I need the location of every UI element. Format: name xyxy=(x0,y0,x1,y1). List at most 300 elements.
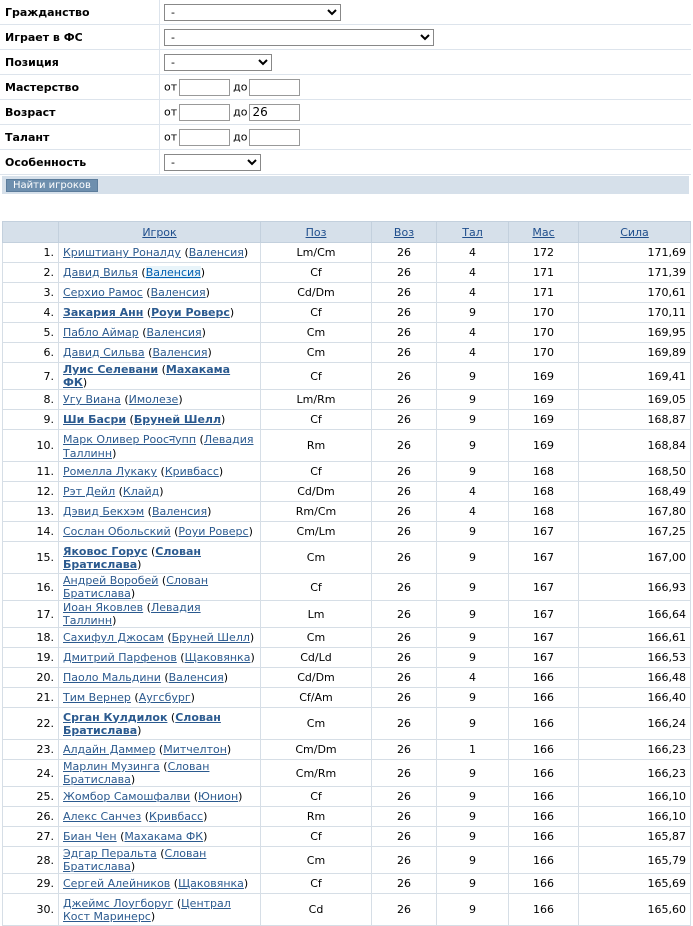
mastery-cell: 166 xyxy=(509,708,579,740)
table-row xyxy=(3,462,691,482)
player-cell: Алдайн Даммер (Митчелтон) xyxy=(59,740,261,760)
sort-power-link[interactable]: Сила xyxy=(620,225,649,239)
row-number: 23. xyxy=(3,740,59,760)
talent-cell: 9 xyxy=(437,390,509,410)
player-link[interactable]: Рэт Дейл xyxy=(63,485,116,498)
header-age[interactable] xyxy=(372,222,437,243)
player-link[interactable]: Джеймс Лоугборуг xyxy=(63,896,174,910)
mastery-cell: 167 xyxy=(509,601,579,628)
talent-cell: 4 xyxy=(437,502,509,522)
row-number: 11. xyxy=(3,462,59,482)
row-number: 10. xyxy=(3,430,59,462)
team-link[interactable]: Левадия Таллинн xyxy=(63,601,201,627)
age-cell: 26 xyxy=(372,303,437,323)
power-cell: 166,64 xyxy=(579,601,691,628)
age-cell: 26 xyxy=(372,827,437,847)
talent-range xyxy=(160,125,692,150)
table-row xyxy=(3,482,691,502)
talent-cell: 9 xyxy=(437,648,509,668)
mastery-cell: 170 xyxy=(509,323,579,343)
talent-to-label: до xyxy=(233,130,248,143)
player-cell: Алекс Санчез (Кривбасс) xyxy=(59,807,261,827)
player-link[interactable]: Ши Басри xyxy=(63,413,127,426)
header-number xyxy=(3,222,59,243)
player-cell: Жомбор Самошфалви (Юнион) xyxy=(59,787,261,807)
talent-cell: 9 xyxy=(437,430,509,462)
power-cell: 167,80 xyxy=(579,502,691,522)
position-cell: Cf xyxy=(261,303,372,323)
find-players-button[interactable]: Найти игроков xyxy=(6,179,98,192)
player-cell: Угу Виана (Имолезе) xyxy=(59,390,261,410)
player-link[interactable]: Андрей Воробей xyxy=(63,574,159,587)
table-row xyxy=(3,874,691,894)
player-link[interactable]: Жомбор Самошфалви xyxy=(63,790,191,803)
talent-cell: 4 xyxy=(437,668,509,688)
player-cell: Дмитрий Парфенов (Щаковянка) xyxy=(59,648,261,668)
table-row xyxy=(3,760,691,787)
table-header xyxy=(3,222,691,243)
table-row xyxy=(3,847,691,874)
age-cell: 26 xyxy=(372,601,437,628)
header-player[interactable] xyxy=(59,222,261,243)
row-number: 2. xyxy=(3,263,59,283)
skill-range xyxy=(160,75,692,100)
age-cell: 26 xyxy=(372,760,437,787)
row-number: 22. xyxy=(3,708,59,740)
power-cell: 166,23 xyxy=(579,740,691,760)
age-to-input[interactable] xyxy=(249,104,300,121)
row-number: 9. xyxy=(3,410,59,430)
table-row xyxy=(3,708,691,740)
power-cell: 169,05 xyxy=(579,390,691,410)
row-number: 3. xyxy=(3,283,59,303)
position-cell: Rm xyxy=(261,807,372,827)
talent-cell: 4 xyxy=(437,343,509,363)
search-bar xyxy=(2,176,689,194)
age-cell: 26 xyxy=(372,410,437,430)
team-link[interactable]: Щаковянка xyxy=(184,651,251,664)
position-cell: Cf xyxy=(261,787,372,807)
talent-cell: 9 xyxy=(437,787,509,807)
mastery-cell: 171 xyxy=(509,283,579,303)
player-cell: Андрей Воробей (Слован Братислава) xyxy=(59,574,261,601)
player-link[interactable]: Паоло Мальдини xyxy=(63,671,161,684)
player-cell: Марлин Музинга (Слован Братислава) xyxy=(59,760,261,787)
row-number: 8. xyxy=(3,390,59,410)
player-link[interactable]: Алекс Санчез xyxy=(63,810,142,823)
team-link[interactable]: Слован Братислава xyxy=(63,574,209,600)
power-cell: 166,61 xyxy=(579,628,691,648)
talent-cell: 1 xyxy=(437,740,509,760)
player-link[interactable]: Луис Селевани xyxy=(63,363,159,376)
mastery-cell: 166 xyxy=(509,760,579,787)
position-cell: Cf xyxy=(261,263,372,283)
power-cell: 170,11 xyxy=(579,303,691,323)
row-number: 24. xyxy=(3,760,59,787)
player-link[interactable]: Криштиану Роналду xyxy=(63,246,181,259)
position-cell: Cd/Dm xyxy=(261,668,372,688)
table-row xyxy=(3,243,691,263)
power-cell: 171,39 xyxy=(579,263,691,283)
power-cell: 168,50 xyxy=(579,462,691,482)
mastery-cell: 167 xyxy=(509,628,579,648)
team-link[interactable]: Слован Братислава xyxy=(63,847,207,873)
table-row xyxy=(3,303,691,323)
player-cell: Сахифул Джосам (Бруней Шелл) xyxy=(59,628,261,648)
row-number: 17. xyxy=(3,601,59,628)
position-label: Позиция xyxy=(0,50,160,75)
age-from-label: от xyxy=(164,105,178,118)
power-cell: 165,79 xyxy=(579,847,691,874)
row-number: 5. xyxy=(3,323,59,343)
talent-cell: 9 xyxy=(437,522,509,542)
player-cell: Яковос Горус (Слован Братислава) xyxy=(59,542,261,574)
feature-select[interactable] xyxy=(164,154,261,171)
row-number: 20. xyxy=(3,668,59,688)
table-row xyxy=(3,894,691,926)
power-cell: 166,23 xyxy=(579,760,691,787)
header-mas[interactable] xyxy=(509,222,579,243)
player-link[interactable]: Сахифул Джосам xyxy=(63,631,164,644)
players-table xyxy=(2,221,691,926)
row-number: 13. xyxy=(3,502,59,522)
talent-cell: 9 xyxy=(437,574,509,601)
power-cell: 166,48 xyxy=(579,668,691,688)
sort-tal-link[interactable]: Тал xyxy=(462,225,483,239)
citizenship-select[interactable] xyxy=(164,4,341,21)
row-number: 1. xyxy=(3,243,59,263)
power-cell: 167,25 xyxy=(579,522,691,542)
power-cell: 166,40 xyxy=(579,688,691,708)
talent-cell: 9 xyxy=(437,363,509,390)
team-link[interactable]: Валенсия xyxy=(152,346,208,359)
mastery-cell: 166 xyxy=(509,827,579,847)
team-link[interactable]: Имолезе xyxy=(128,393,179,406)
team-link[interactable]: Валенсия xyxy=(151,505,208,518)
power-cell: 165,69 xyxy=(579,874,691,894)
mastery-cell: 166 xyxy=(509,740,579,760)
age-from-input[interactable] xyxy=(179,104,230,121)
talent-cell: 9 xyxy=(437,807,509,827)
table-row xyxy=(3,323,691,343)
table-row xyxy=(3,390,691,410)
team-link[interactable]: Валенсия xyxy=(146,326,202,339)
mastery-cell: 168 xyxy=(509,502,579,522)
row-number: 26. xyxy=(3,807,59,827)
table-row xyxy=(3,628,691,648)
talent-cell: 4 xyxy=(437,263,509,283)
search-filters xyxy=(0,0,691,175)
player-cell: Эдгар Перальта (Слован Братислава) xyxy=(59,847,261,874)
age-cell: 26 xyxy=(372,363,437,390)
row-number: 14. xyxy=(3,522,59,542)
team-link[interactable]: Махакама ФК xyxy=(124,830,204,843)
age-cell: 26 xyxy=(372,708,437,740)
talent-from-input[interactable] xyxy=(179,129,230,146)
power-cell: 168,87 xyxy=(579,410,691,430)
age-cell: 26 xyxy=(372,874,437,894)
age-cell: 26 xyxy=(372,343,437,363)
sort-mas-link[interactable]: Мас xyxy=(532,225,555,239)
age-cell: 26 xyxy=(372,243,437,263)
row-number: 25. xyxy=(3,787,59,807)
position-cell: Lm/Rm xyxy=(261,390,372,410)
table-row xyxy=(3,542,691,574)
position-cell: Cm xyxy=(261,708,372,740)
age-cell: 26 xyxy=(372,847,437,874)
age-cell: 26 xyxy=(372,263,437,283)
player-link[interactable]: Марк Оливер Роосनупп xyxy=(63,432,197,446)
player-cell: Рэт Дейл (Клайд) xyxy=(59,482,261,502)
player-cell: Дэвид Бекхэм (Валенсия) xyxy=(59,502,261,522)
position-cell: Lm xyxy=(261,601,372,628)
row-number: 28. xyxy=(3,847,59,874)
row-number: 16. xyxy=(3,574,59,601)
player-link[interactable]: Сергей Алейников xyxy=(63,877,171,890)
row-number: 7. xyxy=(3,363,59,390)
talent-from-label: от xyxy=(164,130,178,143)
age-label: Возраст xyxy=(0,100,160,125)
table-row xyxy=(3,430,691,462)
position-cell: Cf xyxy=(261,462,372,482)
age-cell: 26 xyxy=(372,787,437,807)
plays-in-label: Играет в ФС xyxy=(0,25,160,50)
row-number: 29. xyxy=(3,874,59,894)
age-cell: 26 xyxy=(372,807,437,827)
talent-cell: 4 xyxy=(437,283,509,303)
player-cell: Закария Анн (Роуи Роверс) xyxy=(59,303,261,323)
player-link[interactable]: Дмитрий Парфенов xyxy=(63,651,177,664)
team-link[interactable]: Валенсия xyxy=(168,671,224,684)
table-row xyxy=(3,601,691,628)
skill-label: Мастерство xyxy=(0,75,160,100)
mastery-cell: 166 xyxy=(509,668,579,688)
skill-to-input[interactable] xyxy=(249,79,300,96)
plays-in-select[interactable] xyxy=(164,29,434,46)
position-cell: Cm/Rm xyxy=(261,760,372,787)
mastery-cell: 167 xyxy=(509,648,579,668)
mastery-cell: 170 xyxy=(509,303,579,323)
player-link[interactable]: Сослан Обольский xyxy=(63,525,171,538)
position-cell: Cf xyxy=(261,363,372,390)
talent-cell: 9 xyxy=(437,894,509,926)
team-link[interactable]: Слован Братислава xyxy=(63,544,201,571)
age-cell: 26 xyxy=(372,522,437,542)
player-link[interactable]: Пабло Аймар xyxy=(63,326,139,339)
talent-cell: 9 xyxy=(437,847,509,874)
team-link[interactable]: Кривбасс xyxy=(164,465,219,478)
team-link[interactable]: Роуи Роверс xyxy=(151,306,230,319)
player-link[interactable]: Закария Анн xyxy=(63,306,144,319)
table-row xyxy=(3,807,691,827)
player-cell: Пабло Аймар (Валенсия) xyxy=(59,323,261,343)
sort-pos-link[interactable]: Поз xyxy=(305,225,327,239)
row-number: 12. xyxy=(3,482,59,502)
player-link[interactable]: Эдгар Перальта xyxy=(63,847,157,860)
player-cell: Криштиану Роналду (Валенсия) xyxy=(59,243,261,263)
talent-cell: 9 xyxy=(437,827,509,847)
row-number: 18. xyxy=(3,628,59,648)
team-link[interactable]: Аугсбург xyxy=(138,691,191,704)
position-cell: Lm/Cm xyxy=(261,243,372,263)
mastery-cell: 167 xyxy=(509,574,579,601)
position-cell: Cf/Am xyxy=(261,688,372,708)
table-row xyxy=(3,648,691,668)
team-link[interactable]: Юнион xyxy=(198,790,239,803)
talent-cell: 9 xyxy=(437,303,509,323)
team-link[interactable]: Клайд xyxy=(122,485,160,498)
mastery-cell: 166 xyxy=(509,787,579,807)
player-cell: Луис Селевани (Махакама ФК) xyxy=(59,363,261,390)
mastery-cell: 166 xyxy=(509,688,579,708)
mastery-cell: 168 xyxy=(509,462,579,482)
age-cell: 26 xyxy=(372,390,437,410)
position-cell: Cf xyxy=(261,874,372,894)
player-cell: Давид Сильва (Валенсия) xyxy=(59,343,261,363)
player-link[interactable]: Давид Вилья xyxy=(63,266,138,279)
player-link[interactable]: Алдайн Даммер xyxy=(63,743,156,756)
talent-cell: 9 xyxy=(437,708,509,740)
team-link[interactable]: Валенсия xyxy=(145,266,201,279)
player-link[interactable]: Угу Виана xyxy=(63,393,121,406)
sort-player-link[interactable]: Игрок xyxy=(142,225,177,239)
power-cell: 166,10 xyxy=(579,787,691,807)
power-cell: 169,41 xyxy=(579,363,691,390)
player-link[interactable]: Биан Чен xyxy=(63,830,117,843)
table-row xyxy=(3,363,691,390)
player-cell: Сергей Алейников (Щаковянка) xyxy=(59,874,261,894)
age-cell: 26 xyxy=(372,894,437,926)
mastery-cell: 169 xyxy=(509,410,579,430)
age-cell: 26 xyxy=(372,462,437,482)
team-link[interactable]: Слован Братислава xyxy=(63,710,221,737)
skill-from-input[interactable] xyxy=(179,79,230,96)
mastery-cell: 170 xyxy=(509,343,579,363)
team-link[interactable]: Слован Братислава xyxy=(63,760,210,786)
talent-cell: 4 xyxy=(437,482,509,502)
sort-age-link[interactable]: Воз xyxy=(393,225,415,239)
player-cell: Срган Кулдилок (Слован Братислава) xyxy=(59,708,261,740)
table-row xyxy=(3,502,691,522)
talent-cell: 4 xyxy=(437,323,509,343)
player-link[interactable]: Дэвид Бекхэм xyxy=(63,505,145,518)
age-cell: 26 xyxy=(372,502,437,522)
team-link[interactable]: Валенсия xyxy=(188,246,244,259)
player-cell: Ши Басри (Бруней Шелл) xyxy=(59,410,261,430)
team-link[interactable]: Щаковянка xyxy=(178,877,244,890)
player-link[interactable]: Ромелла Лукаку xyxy=(63,465,158,478)
team-link[interactable]: Митчелтон xyxy=(163,743,227,756)
position-cell: Cm xyxy=(261,343,372,363)
player-cell: Паоло Мальдини (Валенсия) xyxy=(59,668,261,688)
table-row xyxy=(3,343,691,363)
talent-cell: 9 xyxy=(437,688,509,708)
skill-from-label: от xyxy=(164,80,178,93)
row-number: 19. xyxy=(3,648,59,668)
table-row xyxy=(3,522,691,542)
power-cell: 165,87 xyxy=(579,827,691,847)
power-cell: 171,69 xyxy=(579,243,691,263)
player-cell: Сослан Обольский (Роуи Роверс) xyxy=(59,522,261,542)
team-link[interactable]: Махакама ФК xyxy=(63,363,231,389)
table-row xyxy=(3,263,691,283)
player-cell: Джеймс Лоугборуг (Централ Кост Маринерс) xyxy=(59,894,261,926)
team-link[interactable]: Централ Кост Маринерс xyxy=(63,896,231,923)
player-link[interactable]: Тим Вернер xyxy=(63,691,131,704)
mastery-cell: 169 xyxy=(509,430,579,462)
position-select[interactable] xyxy=(164,54,272,71)
position-cell: Rm xyxy=(261,430,372,462)
position-cell: Cm xyxy=(261,323,372,343)
position-cell: Cm xyxy=(261,628,372,648)
talent-cell: 9 xyxy=(437,462,509,482)
player-link[interactable]: Давид Сильва xyxy=(63,346,145,359)
table-row xyxy=(3,283,691,303)
power-cell: 166,93 xyxy=(579,574,691,601)
position-cell: Cm/Lm xyxy=(261,522,372,542)
player-cell: Ромелла Лукаку (Кривбасс) xyxy=(59,462,261,482)
position-cell: Cm xyxy=(261,542,372,574)
position-cell: Cf xyxy=(261,574,372,601)
header-pos[interactable] xyxy=(261,222,372,243)
player-link[interactable]: Иоан Яковлев xyxy=(63,601,144,614)
talent-cell: 9 xyxy=(437,601,509,628)
table-row xyxy=(3,688,691,708)
player-link[interactable]: Серхио Рамос xyxy=(63,286,143,299)
age-cell: 26 xyxy=(372,688,437,708)
age-cell: 26 xyxy=(372,542,437,574)
power-cell: 168,84 xyxy=(579,430,691,462)
player-link[interactable]: Срган Кулдилок xyxy=(63,710,168,724)
age-cell: 26 xyxy=(372,574,437,601)
team-link[interactable]: Левадия Таллинн xyxy=(63,432,254,460)
mastery-cell: 168 xyxy=(509,482,579,502)
team-link[interactable]: Кривбасс xyxy=(149,810,204,823)
position-cell: Rm/Cm xyxy=(261,502,372,522)
talent-cell: 9 xyxy=(437,760,509,787)
player-link[interactable]: Марлин Музинга xyxy=(63,760,160,773)
power-cell: 170,61 xyxy=(579,283,691,303)
row-number: 15. xyxy=(3,542,59,574)
team-link[interactable]: Бруней Шелл xyxy=(133,413,222,426)
power-cell: 166,10 xyxy=(579,807,691,827)
mastery-cell: 166 xyxy=(509,874,579,894)
mastery-cell: 166 xyxy=(509,847,579,874)
player-link[interactable]: Яковос Горус xyxy=(63,544,148,558)
age-to-label: до xyxy=(233,105,248,118)
age-cell: 26 xyxy=(372,648,437,668)
team-link[interactable]: Роуи Роверс xyxy=(178,525,249,538)
player-cell: Биан Чен (Махакама ФК) xyxy=(59,827,261,847)
header-power[interactable] xyxy=(579,222,691,243)
table-row xyxy=(3,574,691,601)
talent-cell: 9 xyxy=(437,628,509,648)
power-cell: 166,24 xyxy=(579,708,691,740)
row-number: 4. xyxy=(3,303,59,323)
team-link[interactable]: Бруней Шелл xyxy=(171,631,250,644)
mastery-cell: 169 xyxy=(509,363,579,390)
talent-cell: 9 xyxy=(437,542,509,574)
talent-label: Талант xyxy=(0,125,160,150)
age-range xyxy=(160,100,692,125)
talent-to-input[interactable] xyxy=(249,129,300,146)
talent-cell: 9 xyxy=(437,410,509,430)
power-cell: 167,00 xyxy=(579,542,691,574)
header-tal[interactable] xyxy=(437,222,509,243)
row-number: 27. xyxy=(3,827,59,847)
team-link[interactable]: Валенсия xyxy=(150,286,206,299)
power-cell: 168,49 xyxy=(579,482,691,502)
